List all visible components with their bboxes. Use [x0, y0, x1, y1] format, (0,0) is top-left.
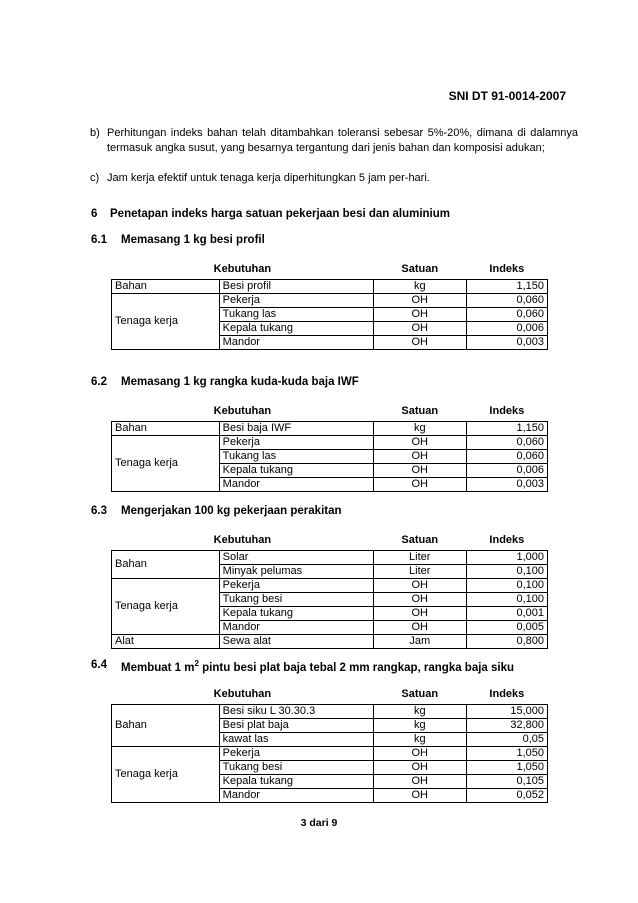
item-cell: Kepala tukang — [219, 775, 373, 789]
index-cell: 0,800 — [466, 635, 547, 649]
header-kebutuhan: Kebutuhan — [112, 684, 374, 705]
header-kebutuhan: Kebutuhan — [112, 259, 374, 280]
item-cell: Kepala tukang — [219, 464, 373, 478]
category-cell: Tenaga kerja — [112, 436, 220, 492]
category-cell: Bahan — [112, 422, 220, 436]
index-table-6-1 — [111, 259, 548, 350]
table-row — [112, 551, 548, 565]
index-cell: 0,006 — [466, 322, 547, 336]
index-cell: 0,006 — [466, 464, 547, 478]
category-cell: Tenaga kerja — [112, 747, 220, 803]
unit-cell: kg — [373, 280, 466, 294]
header-indeks: Indeks — [466, 684, 547, 705]
section-number: 6 — [91, 208, 98, 220]
index-cell: 0,005 — [466, 621, 547, 635]
table-header-row — [112, 259, 548, 280]
item-cell: kawat las — [219, 733, 373, 747]
subsection-number: 6.3 — [91, 505, 107, 517]
table-header-row — [112, 684, 548, 705]
index-cell: 1,150 — [466, 422, 547, 436]
subsection-title: Memasang 1 kg rangka kuda-kuda baja IWF — [121, 376, 359, 388]
subsection-number: 6.1 — [91, 234, 107, 246]
unit-cell: OH — [373, 593, 466, 607]
item-cell: Pekerja — [219, 747, 373, 761]
index-cell: 0,100 — [466, 579, 547, 593]
unit-cell: OH — [373, 761, 466, 775]
unit-cell: OH — [373, 775, 466, 789]
subsection-number: 6.2 — [91, 376, 107, 388]
unit-cell: OH — [373, 621, 466, 635]
index-table-6-3 — [111, 530, 548, 649]
unit-cell: OH — [373, 450, 466, 464]
title-superscript: 2 — [194, 659, 199, 668]
category-cell: Tenaga kerja — [112, 294, 220, 350]
item-cell: Besi baja IWF — [219, 422, 373, 436]
header-satuan: Satuan — [373, 401, 466, 422]
index-cell: 1,050 — [466, 747, 547, 761]
subsection-title — [121, 659, 514, 674]
unit-cell: OH — [373, 464, 466, 478]
index-cell: 0,060 — [466, 450, 547, 464]
table-header-row — [112, 401, 548, 422]
unit-cell: OH — [373, 322, 466, 336]
index-cell: 1,000 — [466, 551, 547, 565]
table-row — [112, 747, 548, 761]
index-cell: 32,800 — [466, 719, 547, 733]
category-cell: Alat — [112, 635, 220, 649]
unit-cell: OH — [373, 294, 466, 308]
header-satuan: Satuan — [373, 259, 466, 280]
subsection-title: Mengerjakan 100 kg pekerjaan perakitan — [121, 505, 342, 517]
item-cell: Mandor — [219, 789, 373, 803]
subsection-number: 6.4 — [91, 659, 107, 671]
index-table-6-4 — [111, 684, 548, 803]
unit-cell: kg — [373, 719, 466, 733]
table-row — [112, 635, 548, 649]
category-cell: Bahan — [112, 280, 220, 294]
table-row — [112, 705, 548, 719]
index-cell: 0,060 — [466, 436, 547, 450]
item-cell: Besi siku L 30.30.3 — [219, 705, 373, 719]
index-cell: 0,001 — [466, 607, 547, 621]
category-cell: Bahan — [112, 551, 220, 579]
index-cell: 0,052 — [466, 789, 547, 803]
unit-cell: Liter — [373, 565, 466, 579]
item-cell: Pekerja — [219, 579, 373, 593]
item-cell: Sewa alat — [219, 635, 373, 649]
index-cell: 0,100 — [466, 593, 547, 607]
header-satuan: Satuan — [373, 530, 466, 551]
note-text: Jam kerja efektif untuk tenaga kerja diperhitungkan 5 jam per-hari. — [107, 172, 430, 184]
item-cell: Pekerja — [219, 294, 373, 308]
item-cell: Tukang las — [219, 308, 373, 322]
index-table-6-2 — [111, 401, 548, 492]
index-cell: 0,05 — [466, 733, 547, 747]
header-kebutuhan: Kebutuhan — [112, 530, 374, 551]
item-cell: Mandor — [219, 478, 373, 492]
unit-cell: OH — [373, 436, 466, 450]
unit-cell: OH — [373, 607, 466, 621]
note-marker: c) — [90, 172, 100, 184]
item-cell: Tukang besi — [219, 761, 373, 775]
item-cell: Tukang las — [219, 450, 373, 464]
index-cell: 1,050 — [466, 761, 547, 775]
table-row — [112, 579, 548, 593]
unit-cell: kg — [373, 733, 466, 747]
document-code: SNI DT 91-0014-2007 — [448, 89, 566, 103]
unit-cell: OH — [373, 789, 466, 803]
item-cell: Pekerja — [219, 436, 373, 450]
note-b — [90, 126, 578, 156]
unit-cell: OH — [373, 579, 466, 593]
category-cell: Tenaga kerja — [112, 579, 220, 635]
unit-cell: OH — [373, 478, 466, 492]
index-cell: 1,150 — [466, 280, 547, 294]
category-cell: Bahan — [112, 705, 220, 747]
header-kebutuhan: Kebutuhan — [112, 401, 374, 422]
header-indeks: Indeks — [466, 259, 547, 280]
item-cell: Mandor — [219, 336, 373, 350]
item-cell: Minyak pelumas — [219, 565, 373, 579]
note-text: Perhitungan indeks bahan telah ditambahkan toleransi sebesar 5%-20%, dimana di dalamnya termasuk angka susut, yang besarnya tergantung dari jenis bahan dan komposisi adukan; — [107, 127, 578, 154]
index-cell: 0,060 — [466, 308, 547, 322]
unit-cell: Liter — [373, 551, 466, 565]
header-indeks: Indeks — [466, 401, 547, 422]
section-title: Penetapan indeks harga satuan pekerjaan besi dan aluminium — [110, 208, 450, 220]
unit-cell: kg — [373, 705, 466, 719]
unit-cell: kg — [373, 422, 466, 436]
header-satuan: Satuan — [373, 684, 466, 705]
note-marker: b) — [90, 127, 100, 139]
item-cell: Mandor — [219, 621, 373, 635]
index-cell: 15,000 — [466, 705, 547, 719]
subsection-title: Memasang 1 kg besi profil — [121, 234, 265, 246]
header-indeks: Indeks — [466, 530, 547, 551]
index-cell: 0,060 — [466, 294, 547, 308]
table-header-row — [112, 530, 548, 551]
unit-cell: OH — [373, 747, 466, 761]
index-cell: 0,003 — [466, 336, 547, 350]
title-part: pintu besi plat baja tebal 2 mm rangkap, rangka baja siku — [198, 661, 515, 674]
unit-cell: Jam — [373, 635, 466, 649]
item-cell: Solar — [219, 551, 373, 565]
unit-cell: OH — [373, 308, 466, 322]
index-cell: 0,100 — [466, 565, 547, 579]
item-cell: Kepala tukang — [219, 607, 373, 621]
index-cell: 0,105 — [466, 775, 547, 789]
table-row — [112, 280, 548, 294]
index-cell: 0,003 — [466, 478, 547, 492]
table-row — [112, 436, 548, 450]
title-part: Membuat 1 m — [121, 661, 195, 674]
item-cell: Kepala tukang — [219, 322, 373, 336]
item-cell: Besi plat baja — [219, 719, 373, 733]
unit-cell: OH — [373, 336, 466, 350]
table-row — [112, 422, 548, 436]
item-cell: Tukang besi — [219, 593, 373, 607]
page-number: 3 dari 9 — [300, 817, 338, 829]
item-cell: Besi profil — [219, 280, 373, 294]
table-row — [112, 294, 548, 308]
note-c — [90, 171, 578, 186]
